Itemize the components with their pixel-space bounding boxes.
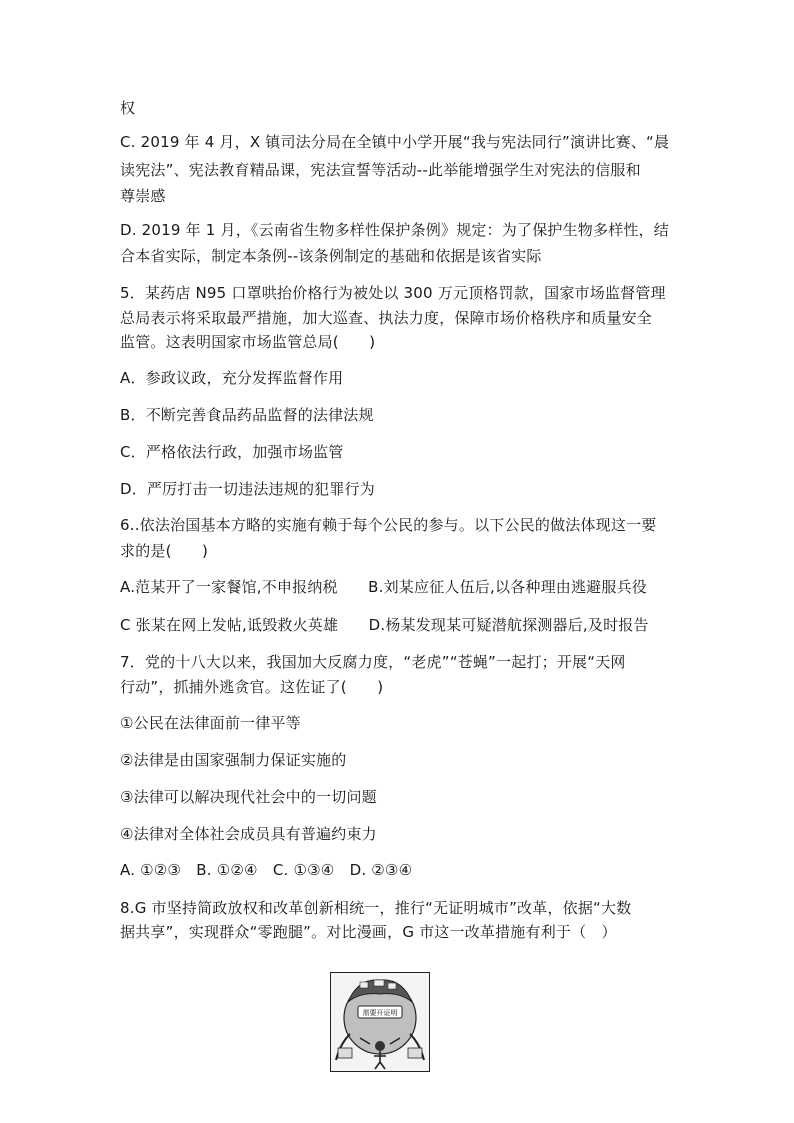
line-11: B．不断完善食品药品监督的法律法规 (120, 406, 374, 424)
line-21: ②法律是由国家强制力保证实施的 (120, 751, 347, 769)
line-26: 据共享”，实现群众“零跑腿”。对比漫画，G 市这一改革措施有利于（ ） (120, 923, 617, 941)
line-20: ①公民在法律面前一律平等 (120, 714, 301, 732)
line-4: 尊崇感 (120, 187, 166, 205)
line-23: ④法律对全体社会成员具有普遍约束力 (120, 825, 377, 843)
line-24: A. ①②③ B. ①②④ C. ①③④ D. ②③④ (120, 861, 413, 879)
line-19: 行动”，抓捕外逃贪官。这佐证了( ) (120, 678, 384, 696)
cartoon-drawing (330, 972, 430, 1072)
line-25: 8.G 市坚持简政放权和改革创新相统一，推行“无证明城市”改革，依据“大数 (120, 899, 632, 917)
line-8: 总局表示将采取最严措施，加大巡查、执法力度，保障市场价格秩序和质量安全 (120, 309, 653, 327)
cartoon-illustration (330, 972, 430, 1072)
line-15: 求的是( ) (120, 542, 209, 560)
line-2: C. 2019 年 4 月，X 镇司法分局在全镇中小学开展“我与宪法同行”演讲比赛、“晨 (120, 133, 670, 151)
line-10: A．参政议政，充分发挥监督作用 (120, 369, 344, 387)
line-7: 5．某药店 N95 口罩哄抬价格行为被处以 300 万元顶格罚款，国家市场监督管理 (120, 284, 666, 302)
line-1: 权 (120, 99, 136, 117)
line-18: 7．党的十八大以来，我国加大反腐力度，“老虎”“苍蝇”一起打；开展“天网 (120, 653, 626, 671)
line-13: D．严厉打击一切违法违规的犯罪行为 (120, 480, 375, 498)
line-9: 监管。这表明国家市场监管总局( ) (120, 333, 376, 351)
line-16: A.范某开了一家餐馆,不申报纳税 B.刘某应征人伍后,以各种理由逃避服兵役 (120, 578, 647, 596)
line-6: 合本省实际，制定本条例--该条例制定的基础和依据是该省实际 (120, 247, 542, 265)
line-22: ③法律可以解决现代社会中的一切问题 (120, 788, 377, 806)
line-12: C．严格依法行政，加强市场监管 (120, 443, 344, 461)
line-14: 6..依法治国基本方略的实施有赖于每个公民的参与。以下公民的做法体现这一要 (120, 516, 657, 534)
line-3: 读宪法”、宪法教育精品课，宪法宣誓等活动--此举能增强学生对宪法的信服和 (120, 161, 641, 179)
cartoon-sign-text: 需要开证明 (362, 1009, 398, 1017)
line-17: C 张某在网上发帖,诋毁救火英雄 D.杨某发现某可疑潜航探测器后,及时报告 (120, 616, 649, 634)
line-5: D. 2019 年 1 月，《云南省生物多样性保护条例》规定：为了保护生物多样性，结 (120, 221, 670, 239)
